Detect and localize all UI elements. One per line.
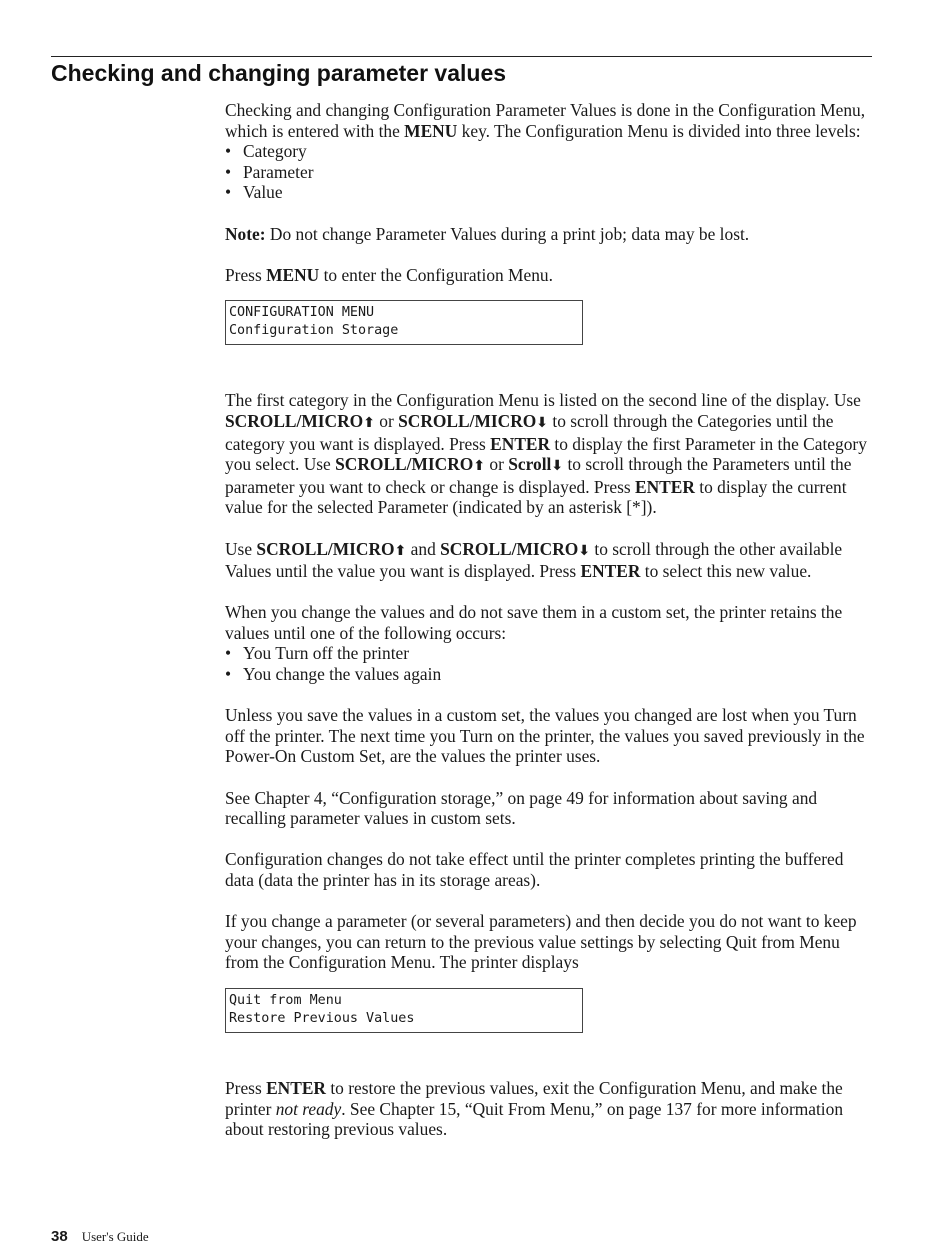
menu-key-label: MENU — [266, 264, 320, 285]
text-run: to enter the Configuration Menu. — [319, 264, 553, 285]
display-line-2: Configuration Storage — [229, 323, 399, 339]
text-run: or — [374, 410, 399, 431]
use-scroll-paragraph — [225, 539, 870, 582]
not-ready-term: not ready — [275, 1098, 342, 1119]
operator-display-quit-menu — [225, 988, 583, 1033]
scroll-micro-key-label: SCROLL/MICRO — [225, 410, 364, 431]
menu-key-label: MENU — [404, 120, 458, 141]
list-item: • Category — [225, 141, 870, 162]
text-run: to restore the previous values, exit the Configuration Menu, and make the printer — [225, 1077, 843, 1119]
text-run: to scroll through the other available Values until the value you want is displayed. Press — [225, 538, 843, 582]
text-run: and — [406, 538, 441, 559]
scroll-micro-key-label: SCROLL/MICRO — [256, 538, 395, 559]
enter-key-label: ENTER — [635, 476, 695, 497]
text-run: to display the first Parameter in the Category you select. Use — [225, 433, 867, 475]
first-category-paragraph — [225, 390, 870, 518]
scroll-key-label: Scroll — [508, 454, 552, 475]
text-run: to select this new value. — [640, 561, 812, 582]
config-changes-paragraph: Configuration changes do not take effect until the printer completes printing the buffered data (data the printer has in its storage areas). — [225, 849, 844, 890]
arrow-up-icon: ⬆ — [363, 414, 375, 431]
levels-list — [225, 141, 870, 203]
note-paragraph — [225, 224, 870, 245]
arrow-down-icon: ⬇ — [551, 458, 564, 475]
note-label: Note: — [225, 223, 266, 244]
scroll-micro-key-label: SCROLL/MICRO — [335, 454, 474, 475]
arrow-down-icon: ⬇ — [578, 542, 591, 559]
list-item: • You Turn off the printer — [225, 643, 870, 664]
display-line-1: Quit from Menu — [229, 992, 342, 1008]
scroll-micro-key-label: SCROLL/MICRO — [440, 538, 579, 559]
list-item: • Parameter — [225, 162, 870, 183]
text-run: to scroll through the Categories until the category you want is displayed. Press — [225, 410, 834, 454]
page-number: 38 — [51, 1228, 68, 1245]
display-line-1: CONFIGURATION MENU — [229, 305, 375, 321]
note-text: Do not change Parameter Values during a print job; data may be lost. — [265, 223, 750, 244]
text-run: to scroll through the Parameters until the parameter you want to check or change is displayed. Press — [225, 454, 852, 497]
intro-paragraph — [225, 100, 870, 141]
enter-key-label: ENTER — [266, 1077, 326, 1098]
list-item: • Value — [225, 182, 870, 203]
text-run: Press — [225, 264, 267, 285]
press-enter-paragraph — [225, 1078, 870, 1140]
book-title: User's Guide — [81, 1229, 149, 1244]
enter-key-label: ENTER — [580, 561, 641, 582]
text-run: to display the current value for the selected Parameter (indicated by an asterisk [*]). — [225, 476, 847, 518]
operator-display-config-menu — [225, 300, 583, 345]
enter-key-label: ENTER — [490, 433, 551, 454]
intro-text-1: Checking and changing Configuration Parameter Values is done in the Configuration Menu, which is entered with the — [225, 100, 866, 141]
text-run: or — [485, 454, 509, 475]
intro-text-2: key. The Configuration Menu is divided into three levels: — [457, 120, 861, 141]
if-change-paragraph: If you change a parameter (or several parameters) and then decide you do not want to keep your changes, you can return to the previous value settings by selecting Quit from Menu from the Configuration Menu. The printer displays — [225, 911, 857, 973]
arrow-up-icon: ⬆ — [473, 458, 486, 475]
text-run: Use — [225, 538, 257, 559]
scroll-micro-key-label: SCROLL/MICRO — [398, 410, 537, 431]
see-chapter-4-paragraph: See Chapter 4, “Configuration storage,” on page 49 for information about saving and recalling parameter values in custom sets. — [225, 787, 818, 829]
when-change-paragraph: When you change the values and do not save them in a custom set, the printer retains the values until one of the following occurs: — [225, 602, 843, 643]
arrow-up-icon: ⬆ — [394, 542, 407, 559]
page-footer — [51, 1228, 149, 1245]
page-title: Checking and changing parameter values — [51, 60, 507, 86]
body-column — [225, 100, 870, 1160]
text-run: The first category in the Configuration Menu is listed on the second line of the display. Use — [225, 390, 861, 411]
display-line-2: Restore Previous Values — [229, 1010, 415, 1026]
text-run: Press — [225, 1077, 267, 1098]
text-run: . See Chapter 15, “Quit From Menu,” on page 137 for more information about restoring previous values. — [225, 1098, 844, 1140]
unless-paragraph: Unless you save the values in a custom set, the values you changed are lost when you Turn off the printer. The next time you Turn on the printer, the values you saved previously in the Power-On Custom Set, are the values the printer uses. — [225, 705, 865, 767]
top-rule — [51, 56, 872, 57]
arrow-down-icon: ⬇ — [536, 414, 549, 431]
occurrence-list — [225, 643, 870, 684]
list-item: • You change the values again — [225, 664, 870, 685]
press-menu-paragraph — [225, 265, 870, 286]
